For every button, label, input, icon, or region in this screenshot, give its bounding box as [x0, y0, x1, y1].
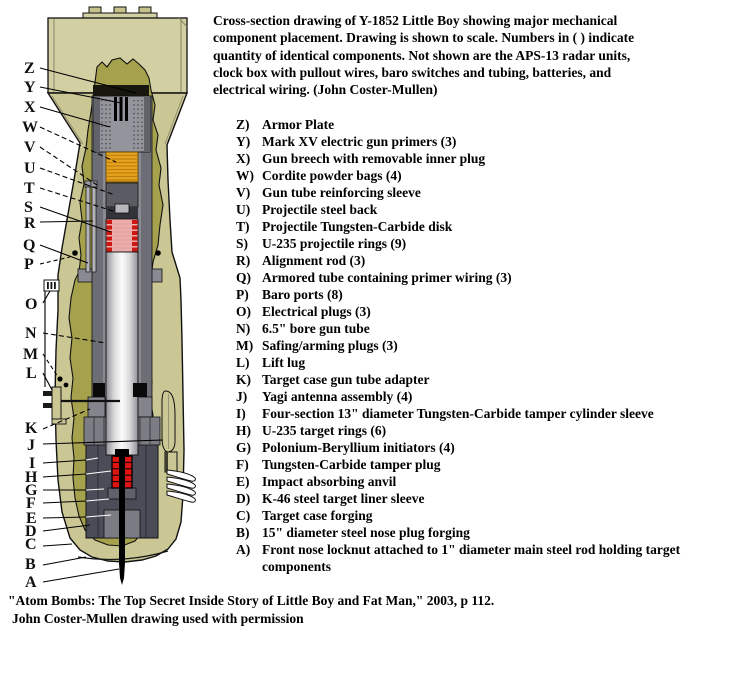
legend-text: Projectile steel back [262, 202, 378, 217]
legend-text: 15" diameter steel nose plug forging [262, 525, 470, 540]
legend-item [236, 456, 735, 473]
main-steel-rod [119, 453, 125, 563]
legend-tag: R) [236, 253, 251, 268]
legend-item [236, 371, 735, 388]
diagram-label-g: G [25, 482, 38, 499]
legend-text: Baro ports (8) [262, 287, 343, 302]
diagram-label-y: Y [24, 79, 36, 96]
intro-line: Cross-section drawing of Y-1852 Little Boy showing major mechanical [213, 13, 618, 28]
legend-tag: L) [236, 355, 250, 370]
baro-port-left [72, 250, 78, 256]
projectile-rings [106, 219, 138, 252]
diagram-label-p: P [24, 256, 34, 273]
legend-item [236, 286, 735, 303]
diagram-label-s: S [24, 199, 33, 216]
legend-text: Cordite powder bags (4) [262, 168, 402, 183]
gun-breech [94, 96, 150, 152]
intro-line: clock box with pullout wires, baro switches and tubing, batteries, and [213, 64, 612, 80]
component-legend [236, 116, 735, 575]
legend-text: 6.5" bore gun tube [262, 321, 370, 336]
legend-item [236, 388, 735, 405]
diagram-label-z: Z [24, 60, 35, 77]
legend-tag: B) [236, 525, 250, 540]
diagram-label-m: M [23, 346, 39, 363]
legend-text: U-235 target rings (6) [262, 423, 387, 438]
legend-item [236, 354, 735, 371]
legend-text: Target case forging [262, 508, 373, 523]
bomb-cross-section-diagram [0, 0, 235, 600]
citation-line: John Coster-Mullen drawing used with permission [12, 610, 304, 626]
legend-tag: E) [236, 474, 250, 489]
legend-tag: U) [236, 202, 251, 217]
legend-tag: Z) [236, 117, 250, 132]
diagram-label-b: B [25, 556, 36, 573]
legend-text: Front nose locknut attached to 1" diameter main steel rod holding target components [262, 542, 681, 574]
intro-line: electrical wiring. (John Coster-Mullen) [213, 82, 438, 98]
legend-text: Projectile Tungsten-Carbide disk [262, 219, 453, 234]
legend-text: Mark XV electric gun primers (3) [262, 134, 457, 149]
legend-item [236, 507, 735, 524]
legend-tag: V) [236, 185, 251, 200]
legend-item [236, 337, 735, 354]
legend-item [236, 422, 735, 439]
legend-tag: K) [236, 372, 251, 387]
legend-item [236, 116, 735, 133]
legend-text: Lift lug [262, 355, 306, 370]
legend-item [236, 439, 735, 456]
legend-text: Electrical plugs (3) [262, 304, 371, 319]
legend-tag: O) [236, 304, 251, 319]
diagram-label-k: K [25, 420, 38, 437]
legend-text: Safing/arming plugs (3) [262, 338, 398, 353]
gun-tube [106, 252, 138, 455]
legend-tag: P) [236, 287, 249, 302]
legend-text: Alignment rod (3) [262, 253, 366, 268]
legend-item [236, 167, 735, 184]
diagram-label-f: F [26, 495, 36, 512]
citation [8, 592, 494, 627]
diagram-svg [0, 0, 235, 600]
legend-tag: S) [236, 236, 249, 251]
diagram-label-n: N [25, 325, 37, 342]
diagram-label-r: R [24, 215, 36, 232]
cordite-bags [106, 152, 138, 182]
legend-tag: F) [236, 457, 249, 472]
legend-tag: T) [236, 219, 250, 234]
legend-item [236, 405, 735, 422]
legend-tag: D) [236, 491, 251, 506]
legend-item [236, 184, 735, 201]
legend-text: U-235 projectile rings (9) [262, 236, 407, 251]
diagram-label-d: D [25, 523, 37, 540]
legend-tag: Y) [236, 134, 251, 149]
intro-line: component placement. Drawing is shown to scale. Numbers in ( ) indicate [213, 30, 635, 46]
baro-port-right [155, 250, 161, 256]
legend-item [236, 269, 735, 286]
diagram-label-a: A [25, 574, 37, 591]
diagram-label-c: C [25, 536, 37, 553]
legend-item [236, 541, 735, 575]
legend-item [236, 252, 735, 269]
intro-paragraph [213, 12, 735, 98]
legend-item [236, 524, 735, 541]
legend-text: K-46 steel target liner sleeve [262, 491, 425, 506]
diagram-label-x: X [24, 99, 36, 116]
diagram-label-l: L [26, 365, 37, 382]
diagram-label-w: W [22, 119, 38, 136]
legend-tag: H) [236, 423, 251, 438]
diagram-label-i: I [29, 455, 36, 472]
diagram-label-o: O [25, 296, 38, 313]
gun-primers [114, 97, 128, 121]
legend-tag: M) [236, 338, 254, 353]
legend-tag: G) [236, 440, 251, 455]
diagram-label-q: Q [23, 237, 36, 254]
legend-text: Polonium-Beryllium initiators (4) [262, 440, 455, 455]
legend-item [236, 490, 735, 507]
legend-text: Armor Plate [262, 117, 335, 132]
legend-tag: C) [236, 508, 251, 523]
diagram-label-e: E [26, 510, 37, 527]
nose-locknut [119, 563, 125, 585]
tungsten-carbide-disk [115, 204, 129, 213]
legend-text: Tungsten-Carbide tamper plug [262, 457, 441, 472]
legend-text: Target case gun tube adapter [262, 372, 430, 387]
diagram-label-j: J [27, 437, 35, 454]
adapter-block-left [93, 383, 105, 397]
diagram-label-u: U [24, 160, 36, 177]
legend-item [236, 303, 735, 320]
legend-tag: X) [236, 151, 251, 166]
legend-item [236, 201, 735, 218]
legend-tag: A) [236, 542, 251, 557]
armor-plate [93, 85, 149, 96]
legend-item [236, 320, 735, 337]
legend-item [236, 133, 735, 150]
citation-line: "Atom Bombs: The Top Secret Inside Story of Little Boy and Fat Man," 2003, p 112. [8, 593, 495, 608]
legend-tag: Q) [236, 270, 251, 285]
legend-item [236, 235, 735, 252]
diagram-label-h: H [25, 469, 38, 486]
legend-tag: W) [236, 168, 254, 183]
electrical-plug [44, 280, 59, 291]
legend-text: Impact absorbing anvil [262, 474, 397, 489]
diagram-label-v: V [24, 139, 36, 156]
legend-item [236, 218, 735, 235]
diagram-letter-labels [22, 60, 38, 591]
legend-text: Armored tube containing primer wiring (3) [262, 270, 512, 285]
legend-text: Gun tube reinforcing sleeve [262, 185, 421, 200]
legend-item [236, 150, 735, 167]
legend-text: Gun breech with removable inner plug [262, 151, 486, 166]
legend-item [236, 473, 735, 490]
legend-text: Four-section 13" diameter Tungsten-Carbide tamper cylinder sleeve [262, 406, 654, 421]
intro-line: quantity of identical components. Not shown are the APS-13 radar units, [213, 47, 631, 63]
projectile-steel-back [106, 183, 138, 207]
legend-tag: N) [236, 321, 251, 336]
legend-tag: J) [236, 389, 248, 404]
legend-text: Yagi antenna assembly (4) [262, 389, 413, 404]
diagram-label-t: T [24, 180, 35, 197]
legend-tag: I) [236, 406, 246, 421]
adapter-block-right [133, 383, 147, 397]
